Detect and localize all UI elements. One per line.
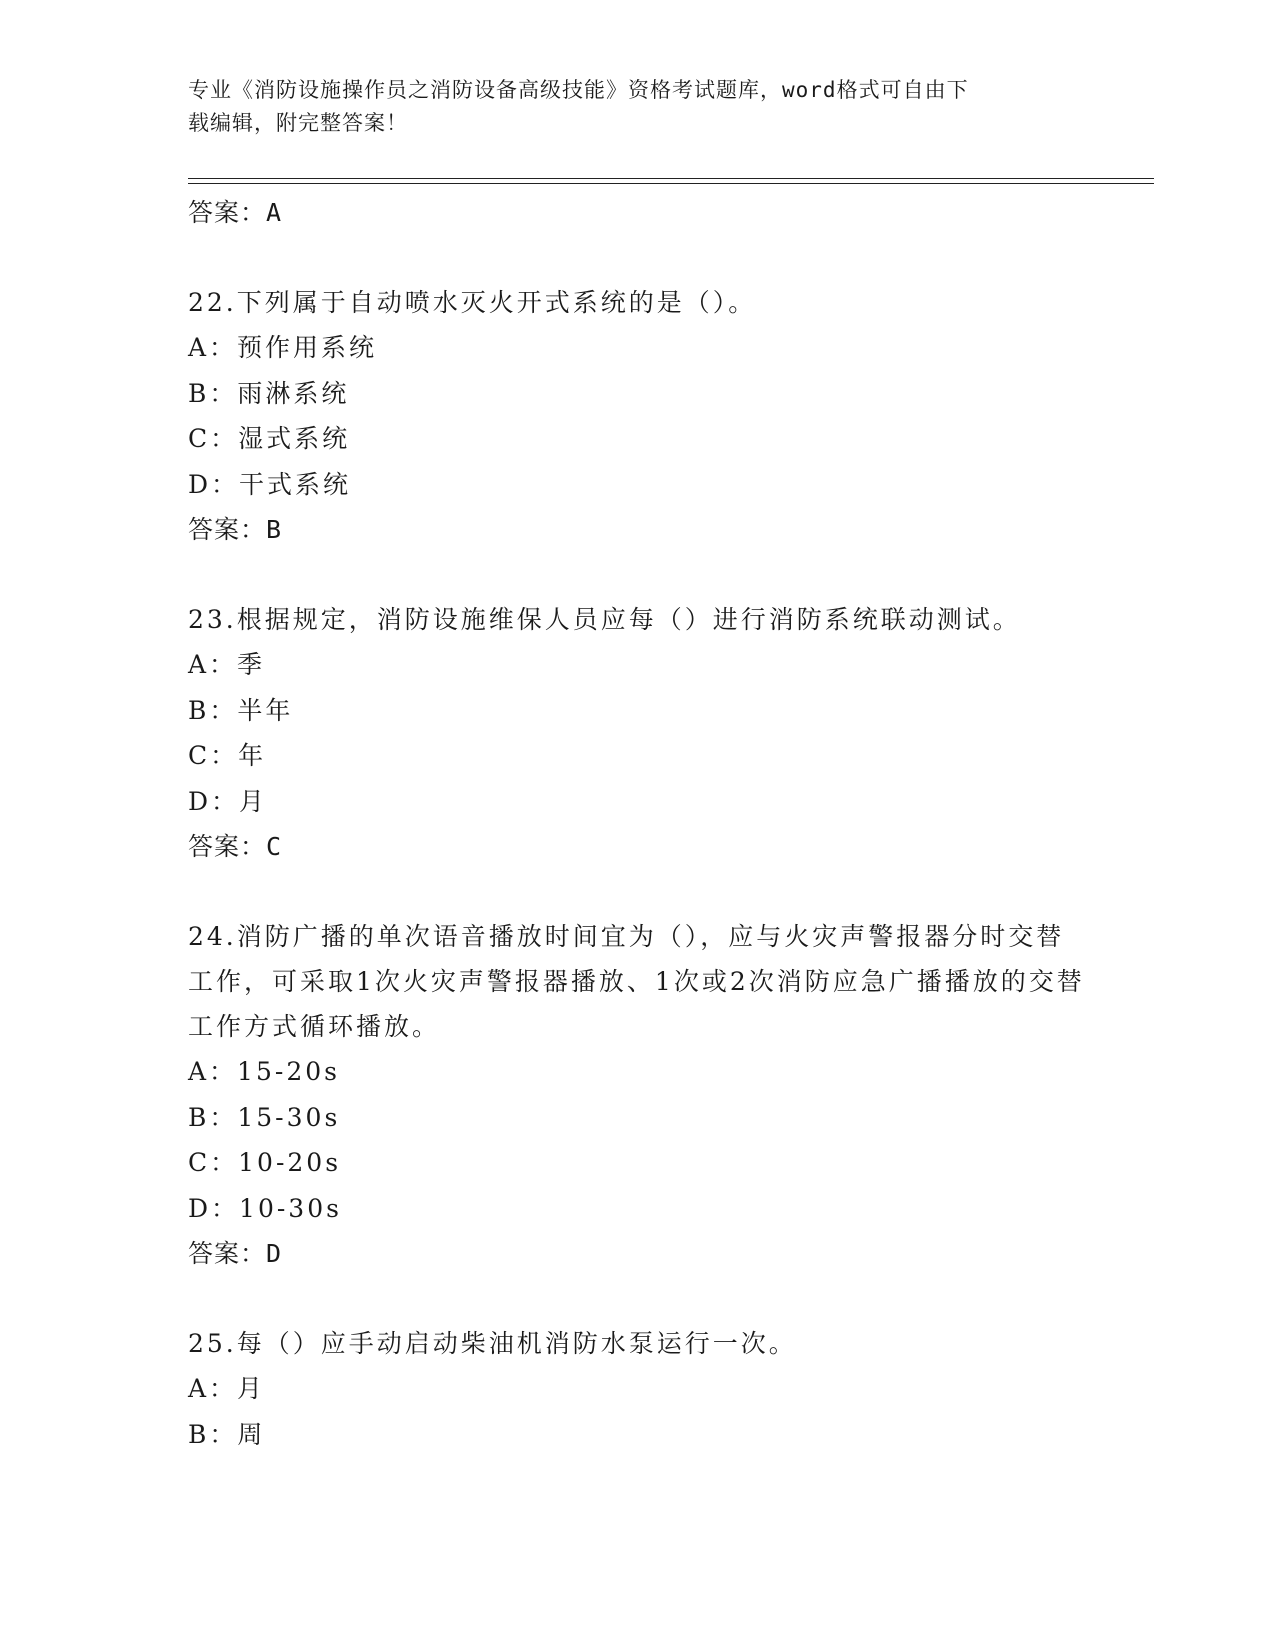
question-text: 24.消防广播的单次语音播放时间宜为（），应与火灾声警报器分时交替工作，可采取1次火灾声警报器播放、1次或2次消防应急广播播放的交替工作方式循环播放。	[188, 922, 1085, 1041]
question-text: 23.根据规定，消防设施维保人员应每（）进行消防系统联动测试。	[188, 605, 1021, 634]
question-block	[188, 597, 1088, 870]
header-line-1: 专业《消防设施操作员之消防设备高级技能》资格考试题库，word格式可自由下	[188, 78, 969, 102]
option-b: B：雨淋系统	[188, 378, 350, 408]
option-a: A：季	[188, 650, 266, 679]
answer-value: D	[266, 1239, 283, 1268]
answer-value: A	[266, 198, 283, 227]
answer-line	[188, 1231, 1088, 1277]
header-line-2: 载编辑，附完整答案！	[188, 111, 408, 135]
option-a: A：预作用系统	[188, 333, 378, 362]
answer-label: 答案：	[188, 515, 267, 544]
option-d: D：干式系统	[188, 469, 352, 499]
question-text: 25.每（）应手动启动柴油机消防水泵运行一次。	[188, 1329, 797, 1358]
question-block	[188, 1321, 1088, 1457]
answer-line	[188, 190, 1088, 236]
option-d: D：10-30s	[188, 1193, 342, 1223]
question-block	[188, 280, 1088, 553]
answer-line	[188, 824, 1088, 870]
question-block	[188, 914, 1088, 1277]
answer-label: 答案：	[188, 1239, 267, 1268]
option-d: D：月	[188, 786, 268, 816]
option-b: B：周	[188, 1419, 266, 1449]
option-a: A：月	[188, 1374, 266, 1403]
option-b: B：半年	[188, 695, 294, 725]
answer-value: C	[266, 832, 283, 861]
answer-label: 答案：	[188, 832, 267, 861]
answer-line	[188, 507, 1088, 553]
answer-value: B	[266, 515, 283, 544]
header-divider-bottom	[188, 183, 1154, 184]
header-divider-top	[188, 178, 1154, 179]
option-a: A：15-20s	[188, 1057, 340, 1086]
option-c: C：10-20s	[188, 1148, 342, 1177]
question-list	[188, 190, 1088, 1457]
question-text: 22.下列属于自动喷水灭火开式系统的是（）。	[188, 288, 757, 317]
document-header	[188, 74, 1088, 140]
option-c: C：湿式系统	[188, 424, 351, 453]
option-b: B：15-30s	[188, 1102, 341, 1132]
answer-label: 答案：	[188, 198, 267, 227]
option-c: C：年	[188, 741, 267, 770]
